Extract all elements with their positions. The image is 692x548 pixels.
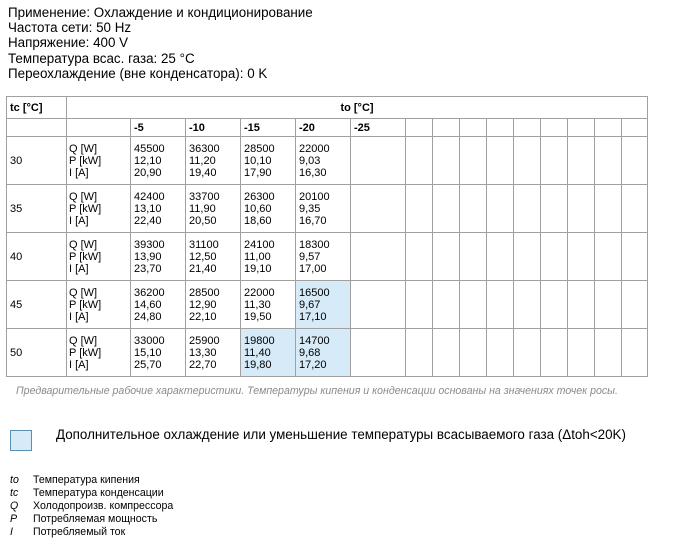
abbreviation-desc: Температура конденсации (33, 487, 164, 499)
tc-value: 40 (7, 233, 67, 281)
empty-header-cell (433, 119, 460, 137)
empty-header-cell (67, 119, 131, 137)
empty-cell (622, 329, 648, 377)
to-value: -10 (186, 119, 241, 137)
empty-cell (487, 233, 514, 281)
abbreviation-item (10, 500, 173, 513)
empty-cell (514, 281, 541, 329)
tc-value: 30 (7, 137, 67, 185)
empty-header-cell (406, 119, 433, 137)
empty-cell (568, 329, 595, 377)
empty-cell (541, 185, 568, 233)
cell-value: 17,20 (299, 358, 327, 371)
abbreviations-list (10, 474, 173, 539)
cell-value: 19,40 (189, 166, 217, 179)
empty-cell (595, 137, 622, 185)
cell-value: 13,10 (134, 202, 162, 215)
abbreviation-key: tc (10, 487, 19, 499)
tc-value: 45 (7, 281, 67, 329)
param-label: I [A] (69, 166, 89, 179)
empty-cell (541, 329, 568, 377)
abbreviation-desc: Температура кипения (33, 474, 140, 486)
cell-value: 11,30 (244, 298, 271, 311)
param-labels-cell (67, 233, 131, 281)
cell-value: 21,40 (189, 262, 217, 275)
cell-value: 10,10 (244, 154, 272, 167)
cell-value: 12,90 (189, 298, 217, 311)
cell-value: 16,70 (299, 214, 327, 227)
legend-text: Дополнительное охлаждение или уменьшение температуры всасываемого газа (Δtoh<20K) (56, 427, 626, 442)
tc-header: tc [°C] (7, 97, 67, 119)
empty-cell (433, 233, 460, 281)
empty-cell (487, 329, 514, 377)
param-labels-cell (67, 185, 131, 233)
param-label: P [kW] (69, 298, 102, 311)
cell-value: 25,70 (134, 358, 162, 371)
cell-value: 10,60 (244, 202, 272, 215)
data-cell (131, 185, 186, 233)
abbreviation-key: to (10, 474, 19, 486)
to-values-row (7, 119, 648, 137)
empty-cell (568, 233, 595, 281)
cell-value: 13,30 (189, 346, 217, 359)
cell-value: 26300 (244, 190, 275, 203)
param-label: P [kW] (69, 250, 102, 263)
tc-value: 35 (7, 185, 67, 233)
data-cell (296, 185, 351, 233)
abbreviation-item (10, 513, 173, 526)
empty-cell (406, 233, 433, 281)
data-cell (241, 185, 296, 233)
empty-cell (622, 233, 648, 281)
cell-value: 19,80 (244, 358, 272, 371)
cell-value: 28500 (244, 142, 275, 155)
empty-cell (541, 233, 568, 281)
empty-cell (622, 185, 648, 233)
abbreviation-item (10, 474, 173, 487)
abbreviation-key: Q (10, 500, 19, 512)
performance-table (6, 96, 648, 377)
cell-value: 16500 (299, 286, 330, 299)
empty-cell (622, 281, 648, 329)
table-row (7, 185, 648, 233)
param-labels-cell (67, 137, 131, 185)
param-label: Q [W] (69, 286, 98, 299)
application-line: Применение: Охлаждение и кондиционирование (8, 5, 313, 20)
empty-cell (595, 329, 622, 377)
subcooling-line: Переохлаждение (вне конденсатора): 0 K (8, 65, 268, 81)
cell-value: 36200 (134, 286, 165, 299)
empty-header-cell (541, 119, 568, 137)
to-header: to [°C] (67, 97, 648, 119)
cell-value: 11,20 (189, 154, 216, 167)
table-row (7, 137, 648, 185)
cell-value: 22,10 (189, 310, 217, 323)
cell-value: 20,50 (189, 214, 217, 227)
footnote: Предварительные рабочие характеристики. Температуры кипения и конденсации основаны на значениях точек росы. (16, 385, 618, 397)
empty-cell (433, 329, 460, 377)
data-cell (186, 233, 241, 281)
table-row (7, 281, 648, 329)
cell-value: 19,50 (244, 310, 272, 323)
cell-value: 42400 (134, 190, 165, 203)
empty-cell (595, 281, 622, 329)
cell-value: 33000 (134, 334, 165, 347)
cell-value: 11,90 (189, 202, 216, 215)
table-row (7, 329, 648, 377)
empty-cell (406, 185, 433, 233)
empty-cell (487, 185, 514, 233)
cell-value: 9,68 (299, 346, 321, 359)
cell-value: 11,00 (244, 250, 271, 263)
empty-cell (351, 281, 406, 329)
cell-value: 15,10 (134, 346, 162, 359)
abbreviation-key: P (10, 513, 18, 525)
cell-value: 22000 (244, 286, 275, 299)
cell-value: 19,10 (244, 262, 272, 275)
data-cell (296, 329, 351, 377)
cell-value: 9,35 (299, 202, 321, 215)
empty-header-cell (7, 119, 67, 137)
cell-value: 17,90 (244, 166, 272, 179)
abbreviation-item (10, 526, 173, 539)
data-cell (241, 233, 296, 281)
empty-header-cell (514, 119, 541, 137)
empty-cell (568, 281, 595, 329)
cell-value: 17,00 (299, 262, 327, 275)
conditions-header (8, 5, 313, 81)
table-row (7, 233, 648, 281)
param-label: P [kW] (69, 154, 102, 167)
cell-value: 22,70 (189, 358, 217, 371)
param-label: I [A] (69, 262, 89, 275)
empty-cell (460, 281, 487, 329)
data-cell (186, 329, 241, 377)
param-label: I [A] (69, 214, 89, 227)
abbreviation-item (10, 487, 173, 500)
empty-cell (568, 137, 595, 185)
empty-cell (433, 185, 460, 233)
empty-cell (351, 137, 406, 185)
cell-value: 9,03 (299, 154, 321, 167)
tc-value: 50 (7, 329, 67, 377)
legend-swatch (10, 430, 32, 451)
cell-value: 9,67 (299, 298, 321, 311)
empty-cell (622, 137, 648, 185)
cell-value: 9,57 (299, 250, 321, 263)
abbreviation-key: I (10, 526, 13, 538)
param-label: Q [W] (69, 238, 98, 251)
data-cell (131, 329, 186, 377)
empty-header-cell (487, 119, 514, 137)
empty-cell (514, 233, 541, 281)
cell-value: 13,90 (134, 250, 162, 263)
param-labels-cell (67, 281, 131, 329)
data-cell (296, 233, 351, 281)
empty-header-cell (595, 119, 622, 137)
empty-cell (433, 281, 460, 329)
to-value: -15 (241, 119, 296, 137)
empty-cell (460, 137, 487, 185)
cell-value: 19800 (244, 334, 275, 347)
empty-cell (460, 185, 487, 233)
to-value: -20 (296, 119, 351, 137)
empty-cell (541, 281, 568, 329)
cell-value: 18,60 (244, 214, 272, 227)
abbreviation-desc: Потребляемый ток (33, 526, 126, 538)
empty-cell (351, 185, 406, 233)
cell-value: 25900 (189, 334, 220, 347)
data-cell (241, 329, 296, 377)
empty-cell (406, 137, 433, 185)
empty-cell (514, 137, 541, 185)
frequency-line: Частота сети: 50 Hz (8, 20, 132, 36)
data-cell (131, 281, 186, 329)
empty-header-cell (460, 119, 487, 137)
voltage-line: Напряжение: 400 V (8, 35, 129, 51)
data-cell (186, 185, 241, 233)
param-labels-cell (67, 329, 131, 377)
cell-value: 12,50 (189, 250, 217, 263)
cell-value: 36300 (189, 142, 220, 155)
cell-value: 14700 (299, 334, 330, 347)
abbreviation-desc: Холодопроизв. компрессора (33, 500, 174, 512)
cell-value: 24,80 (134, 310, 162, 323)
cell-value: 11,40 (244, 346, 271, 359)
cell-value: 28500 (189, 286, 220, 299)
suction-temp-line: Температура всас. газа: 25 °C (8, 50, 195, 66)
empty-cell (514, 185, 541, 233)
empty-cell (595, 185, 622, 233)
param-label: P [kW] (69, 346, 102, 359)
empty-header-cell (568, 119, 595, 137)
data-cell (296, 137, 351, 185)
data-cell (241, 281, 296, 329)
cell-value: 22,40 (134, 214, 162, 227)
cell-value: 17,10 (299, 310, 327, 323)
param-label: Q [W] (69, 334, 98, 347)
empty-cell (514, 329, 541, 377)
to-value: -5 (131, 119, 186, 137)
cell-value: 22000 (299, 142, 330, 155)
cell-value: 33700 (189, 190, 220, 203)
cell-value: 16,30 (299, 166, 327, 179)
param-label: P [kW] (69, 202, 102, 215)
empty-cell (406, 329, 433, 377)
empty-cell (406, 281, 433, 329)
cell-value: 18300 (299, 238, 330, 251)
param-label: I [A] (69, 310, 89, 323)
cell-value: 23,70 (134, 262, 162, 275)
data-cell (131, 233, 186, 281)
cell-value: 39300 (134, 238, 165, 251)
cell-value: 12,10 (134, 154, 162, 167)
cell-value: 31100 (189, 238, 219, 251)
param-label: Q [W] (69, 142, 98, 155)
empty-cell (433, 137, 460, 185)
empty-cell (568, 185, 595, 233)
cell-value: 20,90 (134, 166, 162, 179)
cell-value: 14,60 (134, 298, 162, 311)
empty-cell (460, 329, 487, 377)
empty-cell (460, 233, 487, 281)
to-value: -25 (351, 119, 406, 137)
cell-value: 45500 (134, 142, 165, 155)
empty-cell (487, 137, 514, 185)
empty-cell (487, 281, 514, 329)
data-cell (296, 281, 351, 329)
param-label: Q [W] (69, 190, 98, 203)
empty-cell (351, 233, 406, 281)
data-cell (186, 281, 241, 329)
cell-value: 24100 (244, 238, 275, 251)
data-cell (131, 137, 186, 185)
empty-cell (351, 329, 406, 377)
data-cell (186, 137, 241, 185)
abbreviation-desc: Потребляемая мощность (33, 513, 158, 525)
param-label: I [A] (69, 358, 89, 371)
empty-cell (541, 137, 568, 185)
data-cell (241, 137, 296, 185)
empty-cell (595, 233, 622, 281)
cell-value: 20100 (299, 190, 330, 203)
empty-header-cell (622, 119, 648, 137)
